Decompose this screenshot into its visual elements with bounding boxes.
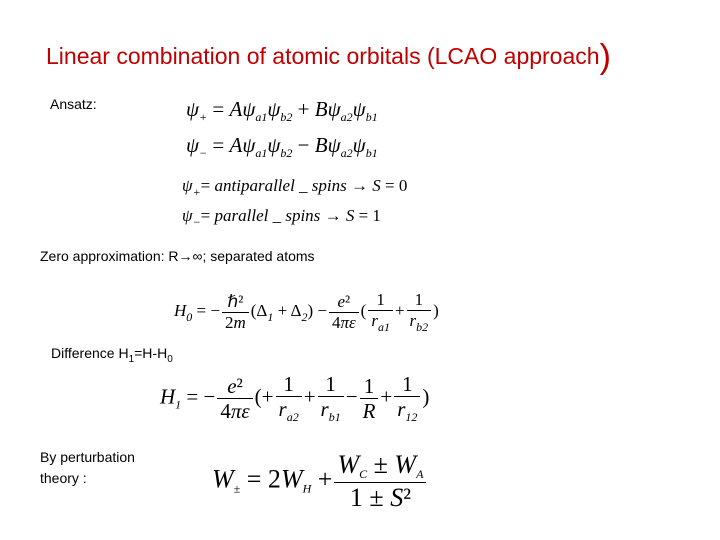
difference-sub-0: 0 [167,353,173,365]
difference-sub-1: 1 [128,353,135,365]
equation-parallel: $\psi_-=$ parallel _ spins → S = 1 [182,206,381,229]
fraction-1-r12: $\frac{1}{r_{12}}$ [394,372,420,425]
right-arrow-icon: → [178,248,193,264]
fraction-1-ra1: $\frac{1}{r_{a1}}$ [368,290,393,334]
fraction-e2-4pie: $\frac{\text{e²}}{4\pi\varepsilon}$ [329,292,359,332]
difference-text-mid: =H-H [134,345,168,361]
equation-psi-minus: $\psi_- = A\psi_{a1}\psi_{b2} - B\psi_{a2}\psi_{b1}$ [186,133,378,160]
slide-title [46,38,611,77]
fraction-1-ra2: $\frac{1}{r_{a2}}$ [276,372,302,425]
perturbation-label-line2: theory : [40,470,87,486]
equation-h1: $H_1$ = − $\frac{\text{e²}}{4\pi\varepsilon}$ (+ $\frac{1}{r_{a2}}$ + $\frac{1}{r_{b1}}$ − $\frac{1}{R}$ + $\frac{1}{r_{12}}$ ) [160,372,430,425]
zero-approx-text-a: Zero approximation: R [40,248,179,264]
zero-approx-text-b: ∞; separated atoms [192,248,315,264]
equation-psi-plus: $\psi_+ = A\psi_{a1}\psi_{b2} + B\psi_{a2}\psi_{b1}$ [186,97,378,124]
difference-label [51,345,173,365]
fraction-wc-wa: $\frac{W_C \pm W_A}{\text{1 ± S²}}$ [334,450,426,513]
ansatz-label: Ansatz: [50,96,97,112]
slide-title-text: Linear combination of atomic orbitals (LCAO approach [46,43,600,69]
fraction-e2-4pie-h1: $\frac{\text{e²}}{4\pi\varepsilon}$ [217,374,252,423]
equation-antiparallel: $\psi_+=$ antiparallel _ spins → S = 0 [182,176,408,199]
slide-title-paren: ) [599,38,611,76]
perturbation-label-line1: By perturbation [40,449,135,465]
fraction-1-rb1: $\frac{1}{r_{b1}}$ [318,372,344,425]
equation-w: $W_\pm = 2W_H$ + $\frac{W_C \pm W_A}{\text{1 ± S²}}$ [212,450,428,513]
fraction-1-R: $\frac{1}{R}$ [360,374,379,423]
fraction-hbar-2m: $\frac{\text{ℏ²}}{2m}$ [222,292,249,332]
fraction-1-rb2: $\frac{1}{r_{b2}}$ [407,290,432,334]
difference-text: Difference H [51,345,129,361]
perturbation-label [40,447,135,489]
equation-h0: $H_0$ = − $\frac{\text{ℏ²}}{2m}$ $(\Delta_1 + \Delta_2)$ − $\frac{\text{e²}}{4\pi\varepsilon}$ ( $\frac{1}{r_{a1}}$ + $\frac{1}{r_{b2}}$ ) [174,290,439,334]
zero-approximation-label [40,248,315,264]
